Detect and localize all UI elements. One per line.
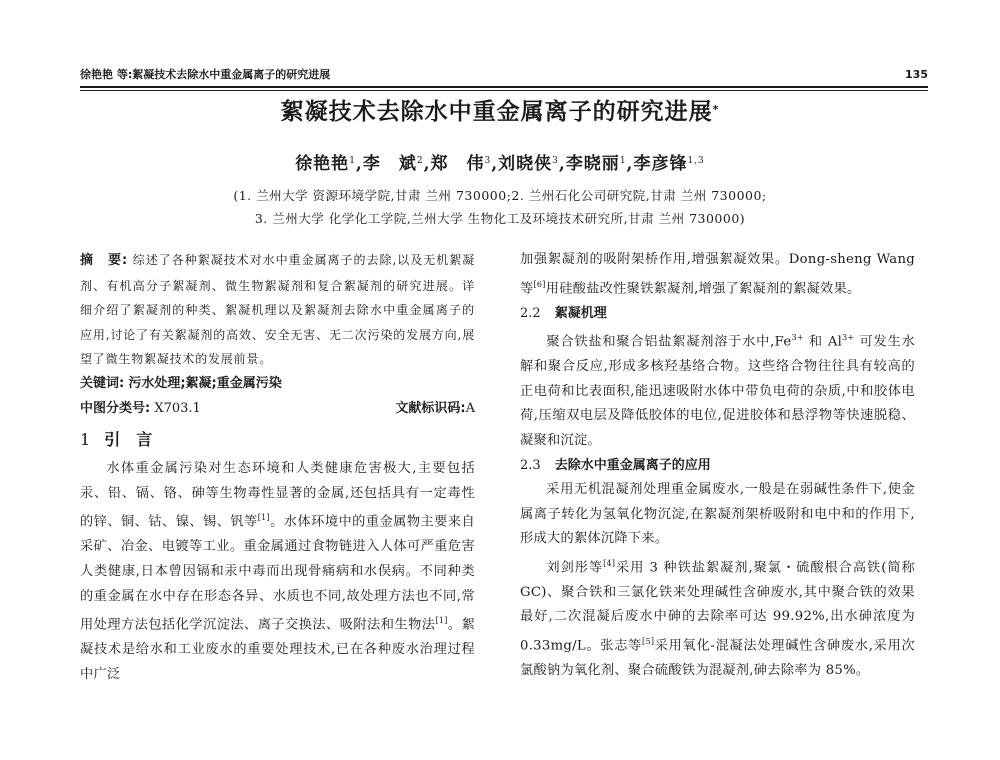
running-header-title: 徐艳艳 等:絮凝技术去除水中重金属离子的研究进展: [80, 68, 331, 81]
ion-charge: 3+: [842, 333, 855, 343]
page-number: 135: [905, 68, 928, 81]
author-separator: ,: [423, 154, 431, 174]
intro-text-c: 。絮凝技术是给水和工业废水的重要处理技术,已在各种废水治理过程中广泛: [80, 617, 475, 682]
author-affil-mark: 2: [416, 156, 424, 166]
author-separator: ,: [626, 154, 634, 174]
clc-value: X703.1: [154, 400, 201, 416]
application-paragraph-1: 采用无机混凝剂处理重金属废水,一般是在弱碱性条件下,使金属离子转化为氢氧化物沉淀,在絮凝剂架桥吸附和电中和的作用下,形成大的絮体沉降下来。: [520, 482, 915, 547]
mechanism-paragraph: [520, 326, 915, 453]
mechanism-text-a: 聚合铁盐和聚合铝盐絮凝剂溶于水中,Fe: [546, 334, 792, 350]
left-column: [80, 248, 475, 687]
continued-paragraph: [520, 248, 915, 302]
continued-text-a: 加强絮凝剂的吸附架桥作用,增强絮凝效果。Dong-sheng Wang 等: [520, 252, 915, 296]
mechanism-text-b: 和 Al: [803, 334, 843, 350]
author-affil-mark: 3: [552, 156, 559, 166]
keywords: [80, 372, 475, 397]
author-name: 李 斌: [362, 154, 417, 174]
section-number: 1: [80, 430, 91, 450]
application-text-c: 采用氧化-混凝法处理碱性含砷废水,采用次氯酸钠为氧化剂、聚合硫酸铁为混凝剂,砷去除率为 85%。: [520, 638, 915, 679]
application-text-a: 刘剑彤等: [546, 560, 604, 576]
abstract: [80, 248, 475, 372]
header-rule-thick: [80, 86, 928, 88]
intro-text-a: 水体重金属污染对生态环境和人类健康危害极大,主要包括汞、铅、镉、铬、砷等生物毒性显著的金属,还包括具有一定毒性的锌、铜、钴、镍、锡、钒等: [80, 461, 475, 530]
subsection-number: 2.3: [520, 457, 541, 473]
paper-title: [0, 92, 1000, 132]
affiliation-line-1: (1. 兰州大学 资源环境学院,甘肃 兰州 730000;2. 兰州石化公司研究院,甘肃 兰州 730000;: [233, 188, 767, 203]
application-paragraph-2: [520, 552, 915, 684]
author-name: 李晓丽: [565, 154, 620, 174]
author-affil-mark: 1,3: [687, 156, 705, 166]
mechanism-text-c: 可发生水解和聚合反应,形成多核羟基络合物。这些络合物往往具有较高的正电荷和比表面积,能迅速吸附水体中带负电荷的杂质,中和胶体电荷,压缩双电层及降低胶体的电位,促进胶体和悬浮物等快速脱稳、凝聚和沉淀。: [520, 334, 916, 448]
intro-paragraph: [80, 457, 475, 687]
section-heading-introduction: [80, 427, 475, 453]
abstract-text: 综述了各种絮凝技术对水中重金属离子的去除,以及无机絮凝剂、有机高分子絮凝剂、微生物絮凝剂和复合絮凝剂的研究进展。详细介绍了絮凝剂的种类、絮凝机理以及絮凝剂去除水中重金属离子的应用,讨论了有关絮凝剂的高效、安全无害、无二次污染的发展方向,展望了微生物絮凝技术的发展前景。: [80, 253, 476, 367]
citation-ref: [5]: [642, 637, 655, 647]
author-name: 李彦锋: [633, 154, 688, 174]
author-name: 郑 伟: [430, 154, 485, 174]
continued-text-b: 用硅酸盐改性聚铁絮凝剂,增强了絮凝剂的絮凝效果。: [545, 280, 861, 296]
author-name: 刘晓侠: [498, 154, 553, 174]
citation-ref: [1]: [257, 513, 270, 523]
citation-ref: [1]: [435, 616, 448, 626]
subsection-number: 2.2: [520, 305, 541, 321]
author-affil-mark: 1: [349, 156, 356, 166]
subsection-title: 去除水中重金属离子的应用: [554, 457, 711, 473]
right-column: [520, 248, 915, 684]
subsection-title: 絮凝机理: [554, 305, 607, 321]
author-separator: ,: [491, 154, 499, 174]
title-footnote-mark: *: [712, 103, 720, 116]
keywords-value: 污水处理;絮凝;重金属污染: [128, 375, 282, 391]
application-text-b: 采用 3 种铁盐絮凝剂,聚氯・硫酸根合高铁(简称 GC)、聚合铁和三氯化铁来处理碱性含砷废水,其中聚合铁的效果最好,二次混凝后废水中砷的去除率可达 99.92%,出水砷浓度为 0.33mg/L。张志等: [520, 560, 915, 654]
affiliation-line-2: 3. 兰州大学 化学化工学院,兰州大学 生物化工及环境技术研究所,甘肃 兰州 730000): [254, 211, 746, 226]
citation-ref: [4]: [603, 558, 616, 568]
clc-label: 中图分类号:: [80, 400, 151, 416]
header-rule-thin: [80, 90, 928, 91]
classification-line: [80, 397, 475, 422]
running-header: [80, 66, 928, 84]
author-list: [0, 150, 1000, 178]
paper-title-text: 絮凝技术去除水中重金属离子的研究进展: [280, 99, 713, 125]
author-separator: ,: [558, 154, 566, 174]
keywords-label: 关键词:: [80, 375, 125, 391]
doc-code-value: A: [465, 400, 475, 416]
author-affil-mark: 1: [619, 156, 627, 166]
doc-code-label: 文献标识码:: [395, 400, 466, 416]
abstract-label: 摘 要:: [80, 253, 128, 268]
section-title: 引 言: [104, 430, 153, 450]
ion-charge: 3+: [791, 333, 804, 343]
author-affil-mark: 3: [484, 156, 492, 166]
author-separator: ,: [355, 154, 363, 174]
citation-ref: [6]: [533, 279, 546, 289]
intro-text-b: 。水体环境中的重金属物主要来自采矿、冶金、电镀等工业。重金属通过食物链进入人体可严重危害人类健康,日本曾因镉和汞中毒而出现骨痛病和水俣病。不同种类的重金属在水中存在形态各异、水质也不同,故处理方法也不同,常用处理方法包括化学沉淀法、离子交换法、吸附法和生物法: [80, 514, 476, 633]
subsection-heading-mechanism: [520, 302, 915, 327]
subsection-heading-application: [520, 454, 915, 479]
author-name: 徐艳艳: [295, 154, 350, 174]
